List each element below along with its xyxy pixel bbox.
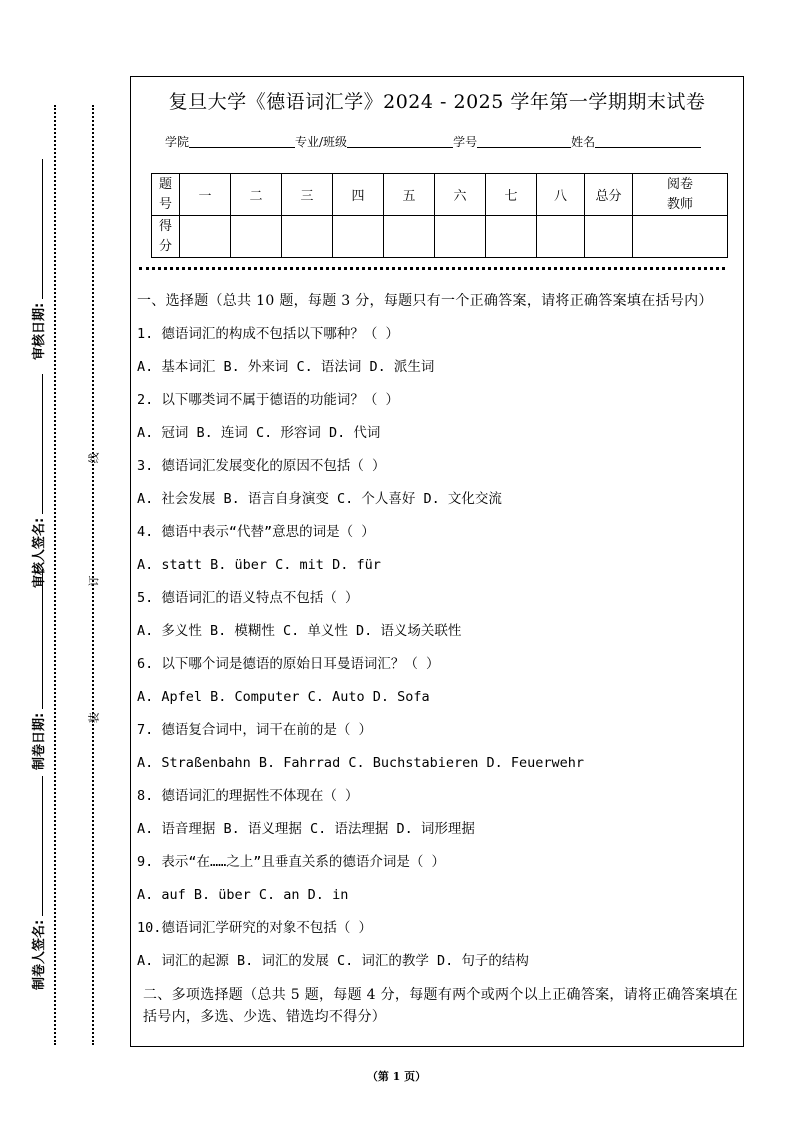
mark-seal: 装 [87,712,101,724]
col-7: 七 [486,174,537,216]
college-label: 学院 [165,135,190,149]
mark-line: 线 [87,452,101,464]
question-8: 8. 德语词汇的理据性不体现在（ ） [137,788,359,804]
exam-title: 复旦大学《德语词汇学》2024 - 2025 学年第一学期期末试卷 [168,91,706,113]
question-4: 4. 德语中表示“代替”意思的词是（ ） [137,524,375,540]
question-6-options: A. Apfel B. Computer C. Auto D. Sofa [137,689,430,705]
maker-sign-label: 制卷人签名: [32,919,47,990]
score-cell-reviewer[interactable] [633,216,728,258]
question-3-options: A. 社会发展 B. 语言自身演变 C. 个人喜好 D. 文化交流 [137,491,502,507]
question-8-options: A. 语音理据 B. 语义理据 C. 语法理据 D. 词形理据 [137,821,475,837]
maker-sign-field[interactable] [28,776,47,990]
question-7: 7. 德语复合词中，词干在前的是（ ） [137,722,373,738]
col-total: 总分 [585,174,633,216]
score-table-header-row [152,174,728,216]
col-reviewer: 阅卷 教师 [633,174,728,216]
student-info-row [165,133,701,150]
maker-date-label: 制卷日期: [32,712,47,770]
name-label: 姓名 [571,135,596,149]
reviewer-sign-field[interactable] [28,374,47,588]
question-2: 2. 以下哪类词不属于德语的功能词？（ ） [137,392,400,408]
col-8: 八 [537,174,585,216]
score-cell-2[interactable] [231,216,282,258]
question-1-options: A. 基本词汇 B. 外来词 C. 语法词 D. 派生词 [137,359,435,375]
section-divider [139,267,725,270]
mark-bind: 订 [87,575,101,587]
reviewer-sign-label: 审核人签名: [32,517,47,588]
name-blank[interactable] [595,135,701,148]
score-cell-6[interactable] [435,216,486,258]
question-10: 10.德语词汇学研究的对象不包括（ ） [137,920,373,936]
col-5: 五 [384,174,435,216]
reviewer-date-field[interactable] [28,159,47,360]
student-id-blank[interactable] [477,135,571,148]
question-2-options: A. 冠词 B. 连词 C. 形容词 D. 代词 [137,425,381,441]
major-label: 专业/班级 [295,135,348,149]
score-cell-4[interactable] [333,216,384,258]
student-id-label: 学号 [453,135,478,149]
major-blank[interactable] [347,135,453,148]
col-3: 三 [282,174,333,216]
section2-heading: 二、多项选择题（总共 5 题，每题 4 分，每题有两个或两个以上正确答案，请将正确答案填在括号内，多选、少选、错选均不得分） [143,987,739,1025]
score-cell-1[interactable] [180,216,231,258]
question-7-options: A. Straßenbahn B. Fahrrad C. Buchstabieren D. Feuerwehr [137,755,585,771]
col-6: 六 [435,174,486,216]
reviewer-date-label: 审核日期: [32,302,47,360]
section1-heading: 一、选择题（总共 10 题，每题 3 分，每题只有一个正确答案，请将正确答案填在括号内） [137,293,713,309]
question-6: 6. 以下哪个词是德语的原始日耳曼语词汇？（ ） [137,656,440,672]
question-4-options: A. statt B. über C. mit D. für [137,557,381,573]
score-cell-7[interactable] [486,216,537,258]
question-9-options: A. auf B. über C. an D. in [137,887,349,903]
col-2: 二 [231,174,282,216]
score-cell-3[interactable] [282,216,333,258]
col-4: 四 [333,174,384,216]
question-1: 1. 德语词汇的构成不包括以下哪种？（ ） [137,326,400,342]
col-1: 一 [180,174,231,216]
score-cell-total[interactable] [585,216,633,258]
exam-body [137,290,739,1028]
question-5-options: A. 多义性 B. 模糊性 C. 单义性 D. 语义场关联性 [137,623,462,639]
score-cell-5[interactable] [384,216,435,258]
score-table-score-row [152,216,728,258]
exam-frame [130,76,744,1047]
page-footer: （第 1 页） [366,1070,427,1083]
header-cell-score: 得 分 [152,216,180,258]
score-table [151,173,728,258]
question-9: 9. 表示“在……之上”且垂直关系的德语介词是（ ） [137,854,446,870]
question-10-options: A. 词汇的起源 B. 词汇的发展 C. 词汇的教学 D. 句子的结构 [137,953,529,969]
question-5: 5. 德语词汇的语义特点不包括（ ） [137,590,359,606]
score-cell-8[interactable] [537,216,585,258]
binding-dotted-line-outer [54,105,56,1045]
question-3: 3. 德语词汇发展变化的原因不包括（ ） [137,458,386,474]
header-cell-question-no: 题 号 [152,174,180,216]
college-blank[interactable] [189,135,295,148]
maker-date-field[interactable] [28,569,47,770]
